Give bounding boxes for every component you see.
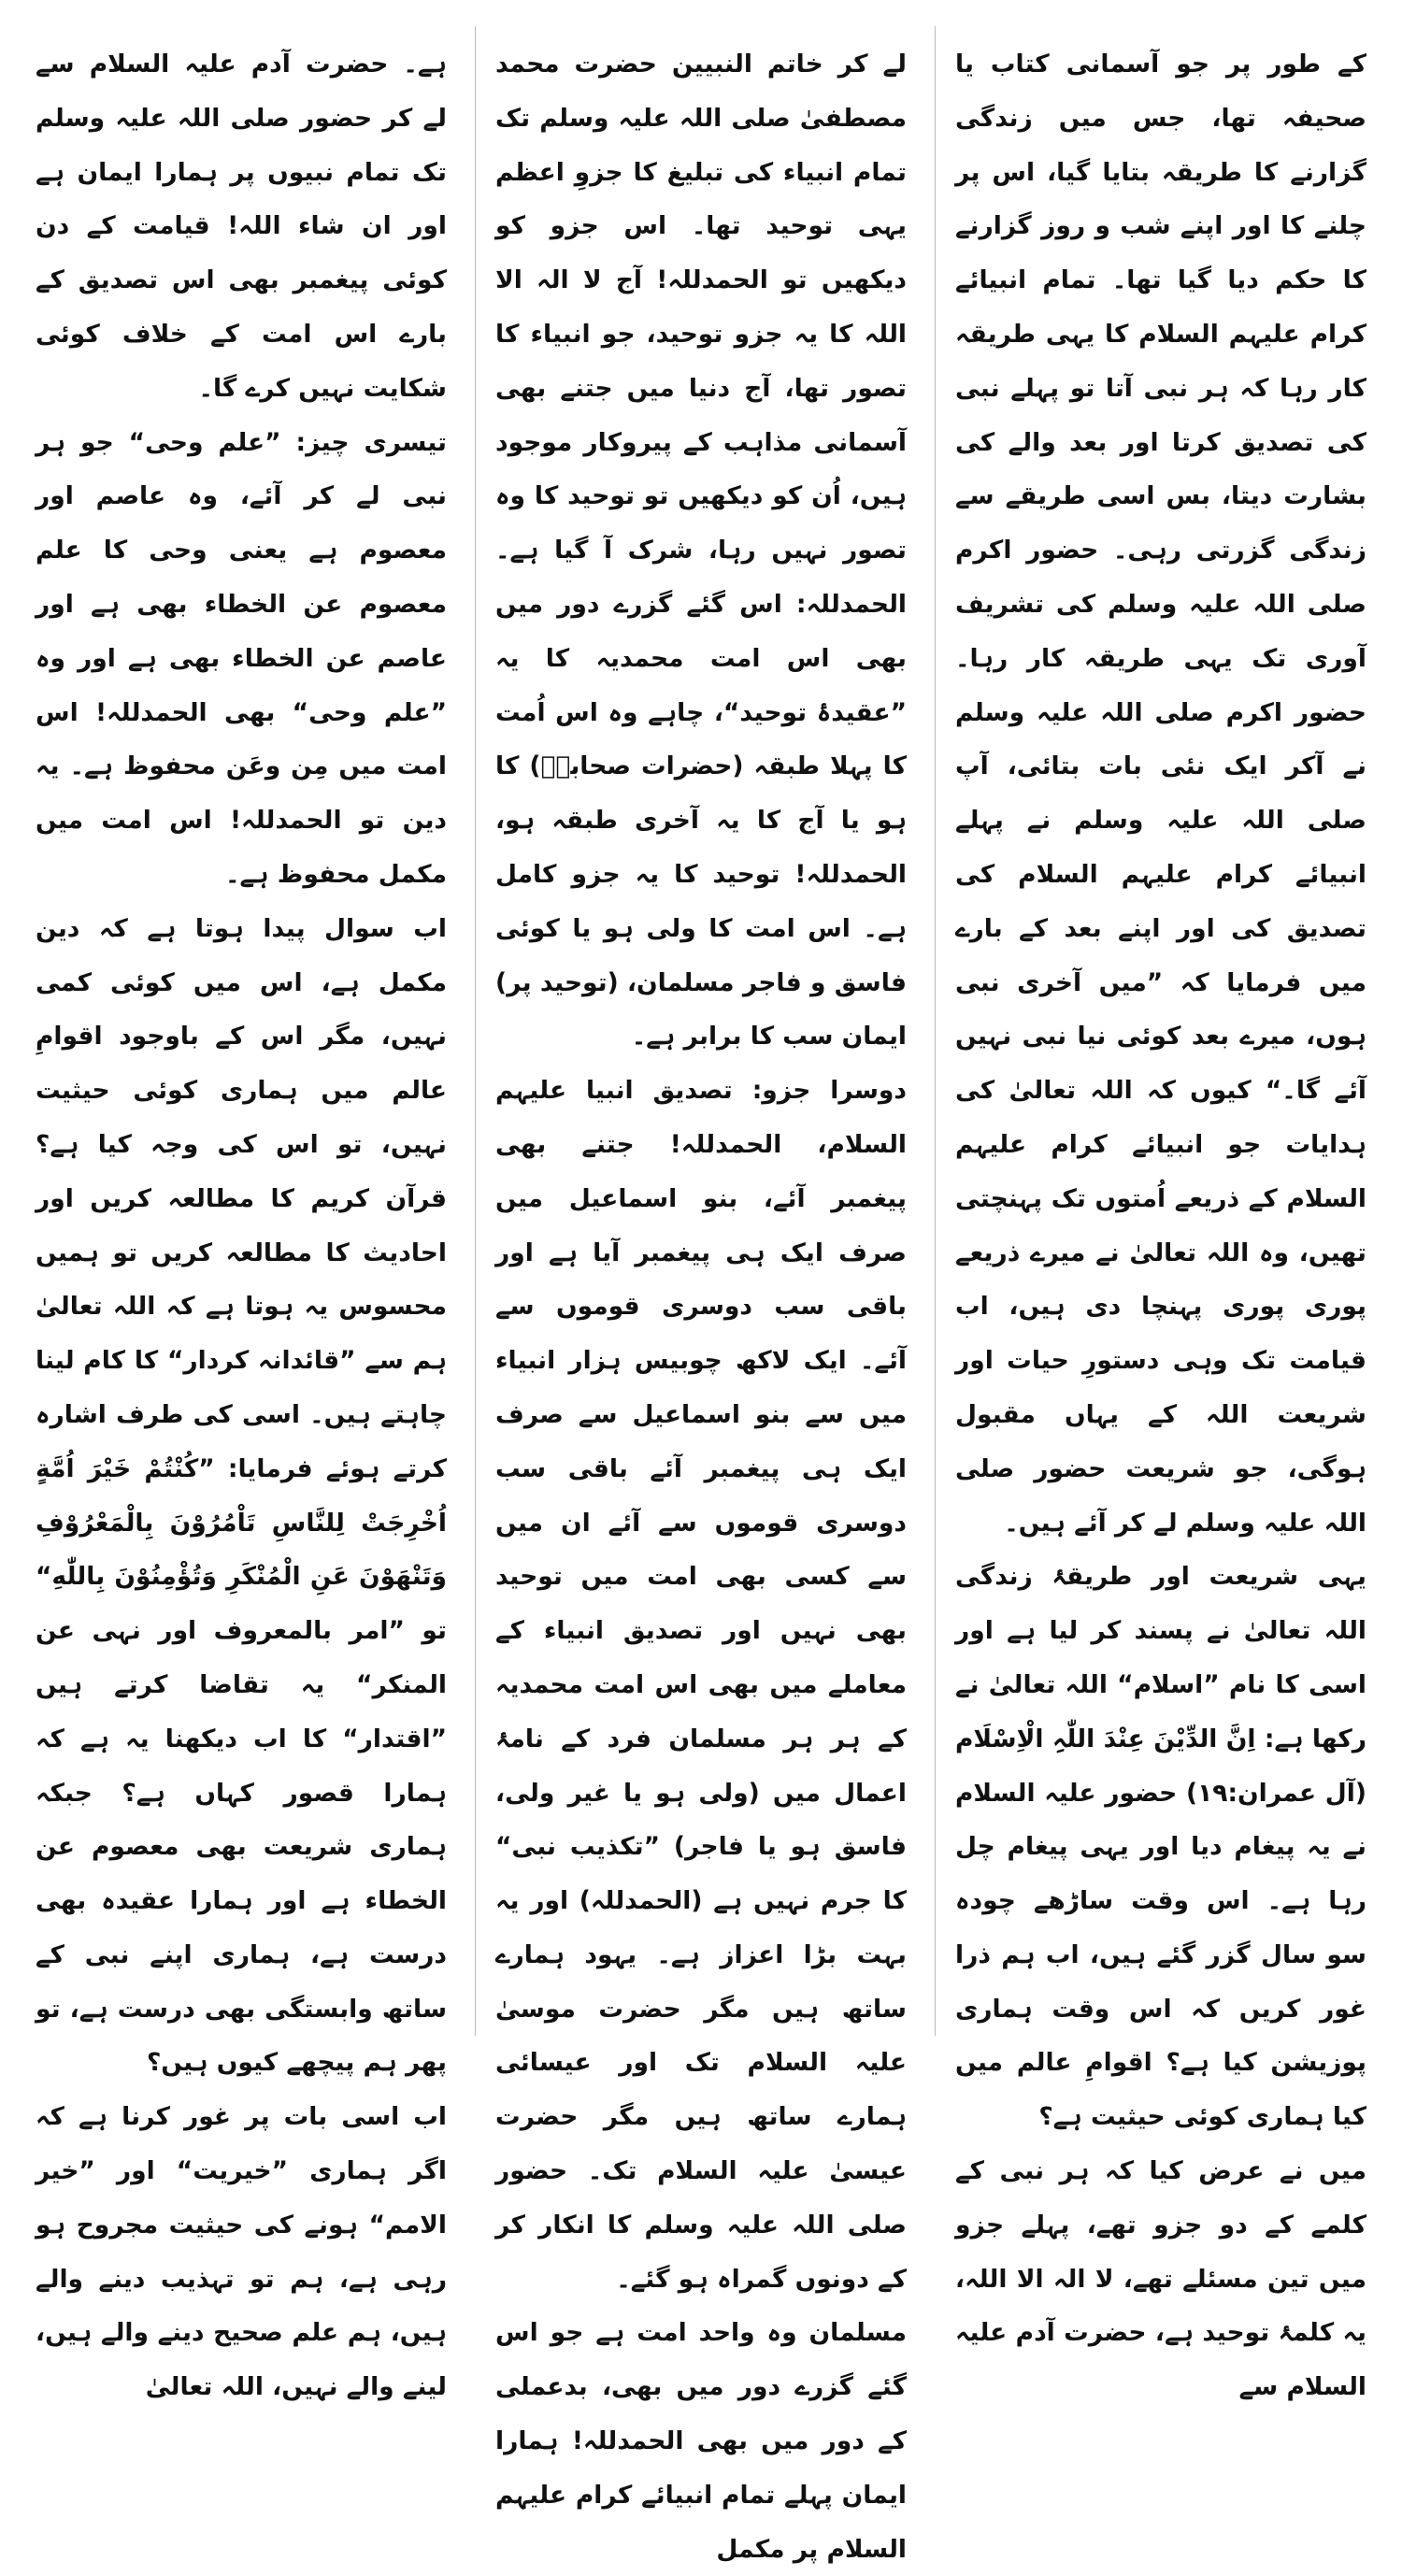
paragraph: تیسری چیز: ”علم وحی“ جو ہر نبی لے کر آئے، وہ عاصم اور معصوم ہے یعنی وحی کا علم معصوم عن الخطاء بھی ہے اور عاصم عن الخطاء بھی ہے اور وہ ”علم وحی“ بھی الحمدللہ! اس امت میں مِن وعَن محفوظ ہے۔ یہ دین تو الحمدللہ! اس امت میں مکمل محفوظ ہے۔ <box>36 427 447 889</box>
paragraph: میں نے عرض کیا کہ ہر نبی کے کلمے کے دو جزو تھے، پہلے جزو میں تین مسئلے تھے، لا الہ الا اللہ، یہ کلمۂ توحید ہے، حضرت آدم علیہ السلام سے <box>955 2156 1366 2402</box>
paragraph: یہی شریعت اور طریقۂ زندگی اللہ تعالیٰ نے پسند کر لیا ہے اور اسی کا نام ”اسلام“ اللہ تعالیٰ نے رکھا ہے: اِنَّ الدِّیْنَ عِنْدَ اللّٰہِ الْاِسْلَام (آل عمران:۱۹) حضور علیہ السلام نے یہ پیغام دیا اور یہی پیغام چل رہا ہے۔ اس وقت ساڑھے چودہ سو سال گزر گئے ہیں، اب ہم ذرا غور کریں کہ اس وقت ہماری پوزیشن کیا ہے؟ اقوامِ عالم میں کیا ہماری کوئی حیثیت ہے؟ <box>955 1562 1366 2132</box>
text-column-left <box>36 37 447 2414</box>
paragraph: لے کر خاتم النبیین حضرت محمد مصطفیٰ صلی اللہ علیہ وسلم تک تمام انبیاء کی تبلیغ کا جزوِ اعظم یہی توحید تھا۔ اس جزو کو دیکھیں تو الحمدللہ! آج لا الہ الا اللہ کا یہ جزو توحید، جو انبیاء کا تصور تھا، آج دنیا میں جتنے بھی آسمانی مذاہب کے پیروکار موجود ہیں، اُن کو دیکھیں تو توحید کا وہ تصور نہیں رہا، شرک آ گیا ہے۔ الحمدللہ: اس گئے گزرے دور میں بھی اس امت محمدیہ کا یہ ”عقیدۂ توحید“، چاہے وہ اس اُمت کا پہلا طبقہ (حضرات صحابہؓ) کا ہو یا آج کا یہ آخری طبقہ ہو، الحمدللہ! توحید کا یہ جزو کامل ہے۔ اس امت کا ولی ہو یا کوئی فاسق و فاجر مسلمان، (توحید پر) ایمان سب کا برابر ہے۔ <box>495 50 907 1052</box>
paragraph: کے طور پر جو آسمانی کتاب یا صحیفہ تھا، جس میں زندگی گزارنے کا طریقہ بتایا گیا، اس پر چلنے کا اور اپنے شب و روز گزارنے کا حکم دیا گیا تھا۔ تمام انبیائے کرام علیہم السلام کا یہی طریقہ کار رہا کہ ہر نبی آتا تو پہلے نبی کی تصدیق کرتا اور بعد والے کی بشارت دیتا، بس اسی طریقے سے زندگی گزرتی رہی۔ حضور اکرم صلی اللہ علیہ وسلم کی تشریف آوری تک یہی طریقہ کار رہا۔ حضور اکرم صلی اللہ علیہ وسلم نے آکر ایک نئی بات بتائی، آپ صلی اللہ علیہ وسلم نے پہلے انبیائے کرام علیہم السلام کی تصدیق کی اور اپنے بعد کے بارے میں فرمایا کہ ”میں آخری نبی ہوں، میرے بعد کوئی نیا نبی نہیں آئے گا۔“ کیوں کہ اللہ تعالیٰ کی ہدایات جو انبیائے کرام علیہم السلام کے ذریعے اُمتوں تک پہنچتی تھیں، وہ اللہ تعالیٰ نے میرے ذریعے پوری پوری پہنچا دی ہیں، اب قیامت تک وہی دستورِ حیات اور شریعت اللہ کے یہاں مقبول ہوگی، جو شریعت حضور صلی اللہ علیہ وسلم لے کر آئے ہیں۔ <box>955 50 1366 1538</box>
column-divider <box>475 26 476 2036</box>
text-column-middle <box>495 37 907 2576</box>
column-divider <box>935 26 936 2036</box>
paragraph: ہے۔ حضرت آدم علیہ السلام سے لے کر حضور صلی اللہ علیہ وسلم تک تمام نبیوں پر ہمارا ایمان ہے اور ان شاء اللہ! قیامت کے دن کوئی پیغمبر بھی اس تصدیق کے بارے اس امت کے خلاف کوئی شکایت نہیں کرے گا۔ <box>36 50 447 403</box>
paragraph: مسلمان وہ واحد امت ہے جو اس گئے گزرے دور میں بھی، بدعملی کے دور میں بھی الحمدللہ! ہمارا ایمان پہلے تمام انبیائے کرام علیہم السلام پر مکمل <box>495 2318 907 2564</box>
text-column-right <box>955 37 1366 2414</box>
paragraph: دوسرا جزو: تصدیق انبیا علیہم السلام، الحمدللہ! جتنے بھی پیغمبر آئے، بنو اسماعیل میں صرف ایک ہی پیغمبر آیا ہے اور باقی سب دوسری قوموں سے آئے۔ ایک لاکھ چوبیس ہزار انبیاء میں سے بنو اسماعیل سے صرف ایک ہی پیغمبر آئے باقی سب دوسری قوموں سے آئے ان میں سے کسی بھی امت میں توحید بھی نہیں اور تصدیق انبیاء کے معاملے میں بھی اس امت محمدیہ کے ہر ہر مسلمان فرد کے نامۂ اعمال میں (ولی ہو یا غیر ولی، فاسق ہو یا فاجر) ”تکذیب نبی“ کا جرم نہیں ہے (الحمدللہ) اور یہ بہت بڑا اعزاز ہے۔ یہود ہمارے ساتھ ہیں مگر حضرت موسیٰ علیہ السلام تک اور عیسائی ہمارے ساتھ ہیں مگر حضرت عیسیٰ علیہ السلام تک۔ حضور صلی اللہ علیہ وسلم کا انکار کر کے دونوں گمراہ ہو گئے۔ <box>495 1076 907 2294</box>
paragraph: اب اسی بات پر غور کرنا ہے کہ اگر ہماری ”خیریت“ اور ”خیر الامم“ ہونے کی حیثیت مجروح ہو رہی ہے، ہم تو تہذیب دینے والے ہیں، ہم علم صحیح دینے والے ہیں، لینے والے نہیں، اللہ تعالیٰ <box>36 2102 447 2402</box>
paragraph: اب سوال پیدا ہوتا ہے کہ دین مکمل ہے، اس میں کوئی کمی نہیں، مگر اس کے باوجود اقوامِ عالم میں ہماری کوئی حیثیت نہیں، تو اس کی وجہ کیا ہے؟ قرآن کریم کا مطالعہ کریں اور احادیث کا مطالعہ کریں تو ہمیں محسوس یہ ہوتا ہے کہ اللہ تعالیٰ ہم سے ”قائدانہ کردار“ کا کام لینا چاہتے ہیں۔ اسی کی طرف اشارہ کرتے ہوئے فرمایا: ”کُنْتُمْ خَیْرَ اُمَّةٍ اُخْرِجَتْ لِلنَّاسِ تَاْمُرُوْنَ بِالْمَعْرُوْفِ وَتَنْهَوْنَ عَنِ الْمُنْكَرِ وَتُؤْمِنُوْنَ بِاللّٰهِ“ تو ”امر بالمعروف اور نہی عن المنکر“ یہ تقاضا کرتے ہیں ”اقتدار“ کا اب دیکھنا یہ ہے کہ ہمارا قصور کہاں ہے؟ جبکہ ہماری شریعت بھی معصوم عن الخطاء ہے اور ہمارا عقیدہ بھی درست ہے، ہماری اپنے نبی کے ساتھ وابستگی بھی درست ہے، تو پھر ہم پیچھے کیوں ہیں؟ <box>36 913 447 2078</box>
